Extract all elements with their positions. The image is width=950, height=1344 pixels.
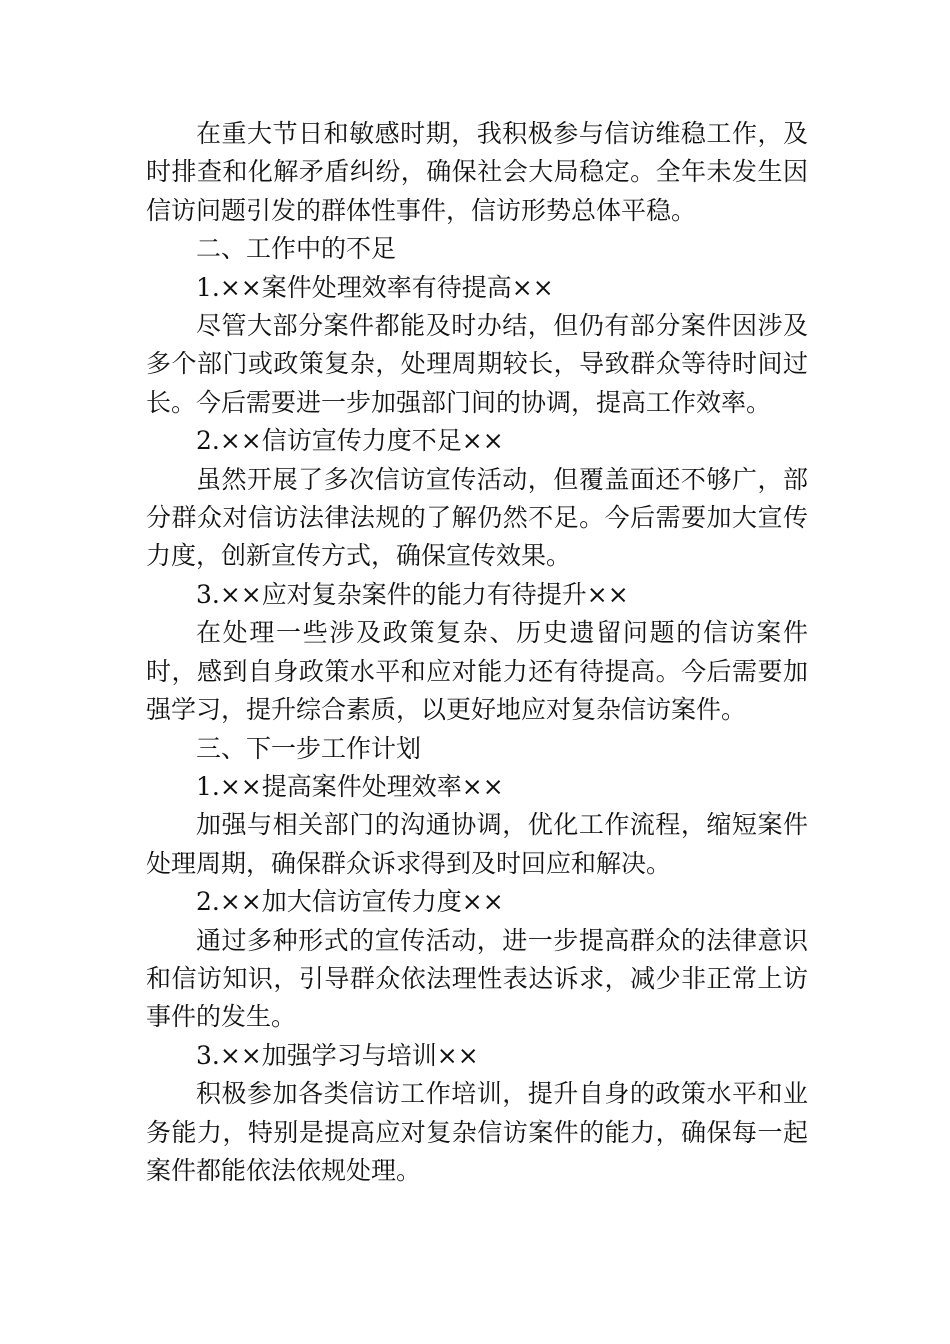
subheading-plan-efficiency: 1.××提高案件处理效率×× <box>196 771 504 801</box>
section-heading-shortcomings: 二、工作中的不足 <box>196 234 397 264</box>
subheading-publicity: 2.××信访宣传力度不足×× <box>196 426 504 456</box>
paragraph-plan-training: 积极参加各类信访工作培训，提升自身的政策水平和业务能力，特别是提高应对复杂信访案件的能力，确保每一起案件都能依法依规处理。 <box>146 1079 808 1185</box>
paragraph-efficiency: 尽管大部分案件都能及时办结，但仍有部分案件因涉及多个部门或政策复杂，处理周期较长，导致群众等待时间过长。今后需要进一步加强部门间的协调，提高工作效率。 <box>146 311 808 417</box>
subheading-plan-training: 3.××加强学习与培训×× <box>196 1040 479 1070</box>
subheading-complex-cases: 3.××应对复杂案件的能力有待提升×× <box>196 579 629 609</box>
paragraph-plan-publicity: 通过多种形式的宣传活动，进一步提高群众的法律意识和信访知识，引导群众依法理性表达诉求，减少非正常上访事件的发生。 <box>146 925 808 1032</box>
paragraph-publicity: 虽然开展了多次信访宣传活动，但覆盖面还不够广，部分群众对信访法律法规的了解仍然不足。今后需要加大宣传力度，创新宣传方式，确保宣传效果。 <box>146 464 808 571</box>
subheading-efficiency: 1.××案件处理效率有待提高×× <box>196 272 554 302</box>
subheading-plan-publicity: 2.××加大信访宣传力度×× <box>196 887 504 917</box>
section-heading-next-plan: 三、下一步工作计划 <box>196 733 422 763</box>
paragraph-stability-work: 在重大节日和敏感时期，我积极参与信访维稳工作，及时排查和化解矛盾纠纷，确保社会大局稳定。全年未发生因信访问题引发的群体性事件，信访形势总体平稳。 <box>146 119 808 225</box>
document-page <box>146 115 808 1190</box>
paragraph-plan-efficiency: 加强与相关部门的沟通协调，优化工作流程，缩短案件处理周期，确保群众诉求得到及时回应和解决。 <box>146 810 808 878</box>
paragraph-complex-cases: 在处理一些涉及政策复杂、历史遗留问题的信访案件时，感到自身政策水平和应对能力还有待提高。今后需要加强学习，提升综合素质，以更好地应对复杂信访案件。 <box>146 618 808 725</box>
